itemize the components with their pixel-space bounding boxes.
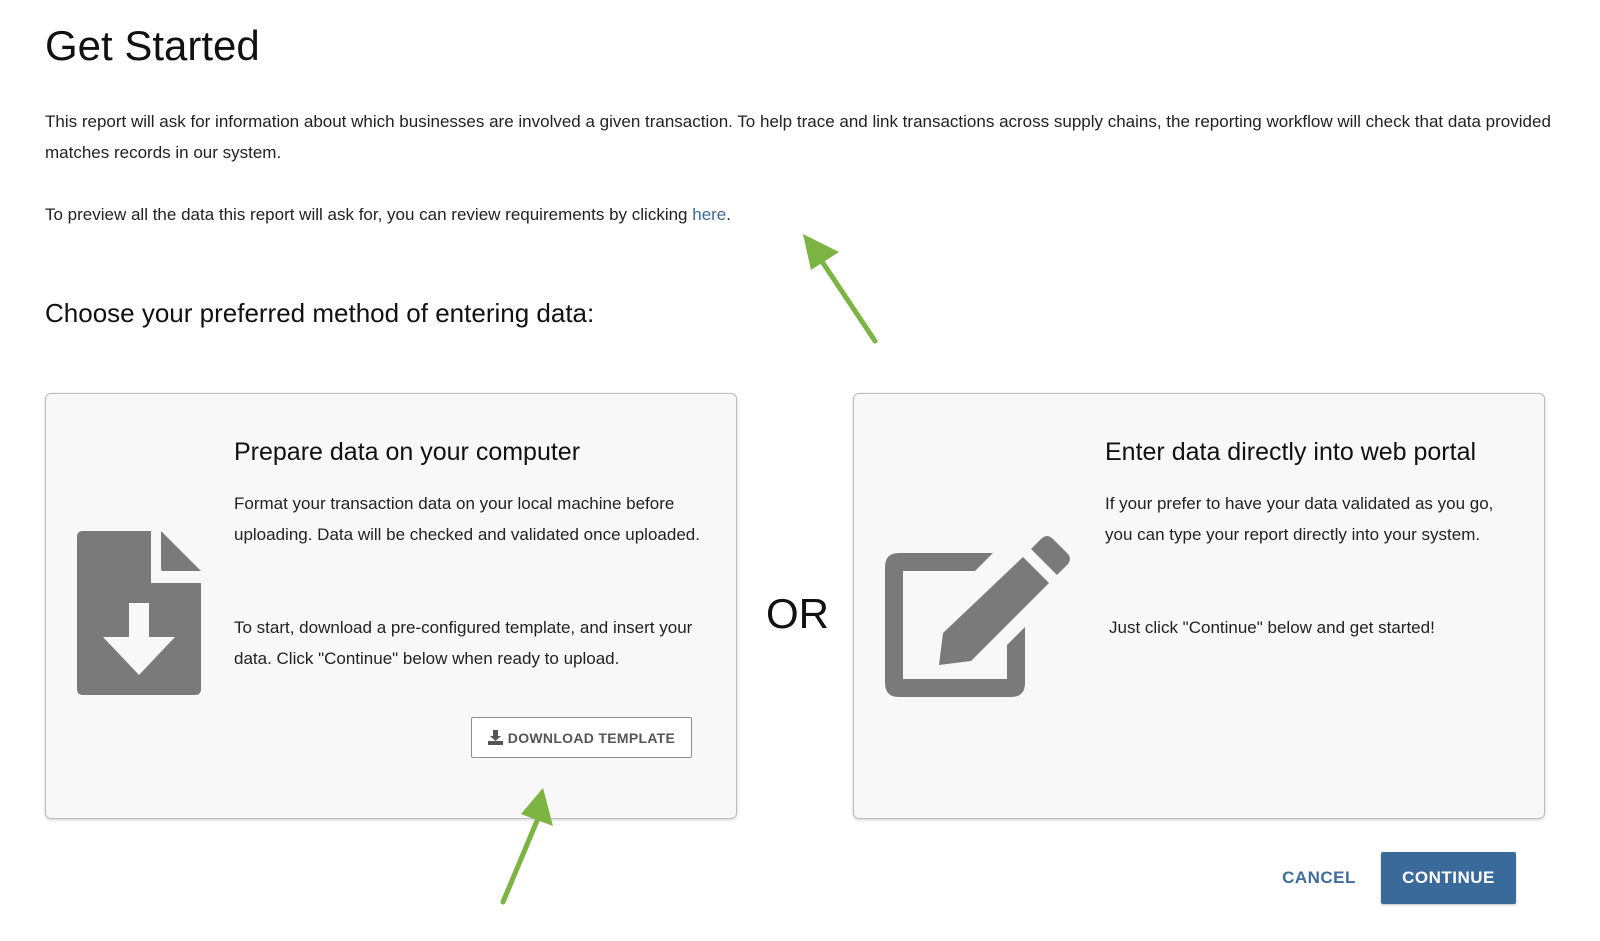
or-separator: OR [766, 590, 829, 637]
download-icon [488, 730, 503, 745]
upload-option-card[interactable] [45, 393, 737, 819]
preview-prefix: To preview all the data this report will ask for, you can review requirements by clicking [45, 205, 693, 224]
upload-option-instructions: To start, download a pre-configured template, and insert your data. Click "Continue" below when ready to upload. [234, 618, 693, 668]
download-template-label: DOWNLOAD TEMPLATE [507, 729, 676, 746]
preview-suffix: . [726, 205, 731, 224]
web-entry-option-card[interactable] [853, 393, 1545, 819]
web-entry-option-instructions: Just click "Continue" below and get started! [1109, 618, 1435, 637]
download-template-button[interactable] [471, 717, 692, 758]
requirements-link[interactable]: here [692, 205, 727, 224]
cancel-button[interactable]: CANCEL [1274, 858, 1364, 898]
annotation-arrow-icon [795, 228, 885, 348]
intro-text: This report will ask for information about which businesses are involved a given transaction. To help trace and link transactions across supply chains, the reporting workflow will check that data provided matches records in our system. [45, 112, 1551, 162]
web-entry-option-title: Enter data directly into web portal [1105, 438, 1477, 466]
continue-button[interactable]: CONTINUE [1381, 852, 1516, 904]
file-download-icon [77, 531, 201, 695]
upload-option-title: Prepare data on your computer [234, 438, 581, 466]
preview-text [45, 199, 731, 230]
upload-option-description: Format your transaction data on your local machine before uploading. Data will be checked and validated once uploaded. [234, 494, 700, 544]
page-title: Get Started [45, 22, 260, 69]
edit-icon [885, 531, 1075, 699]
web-entry-option-description: If your prefer to have your data validated as you go, you can type your report directly into your system. [1105, 494, 1494, 544]
choose-method-heading: Choose your preferred method of entering data: [45, 298, 595, 328]
